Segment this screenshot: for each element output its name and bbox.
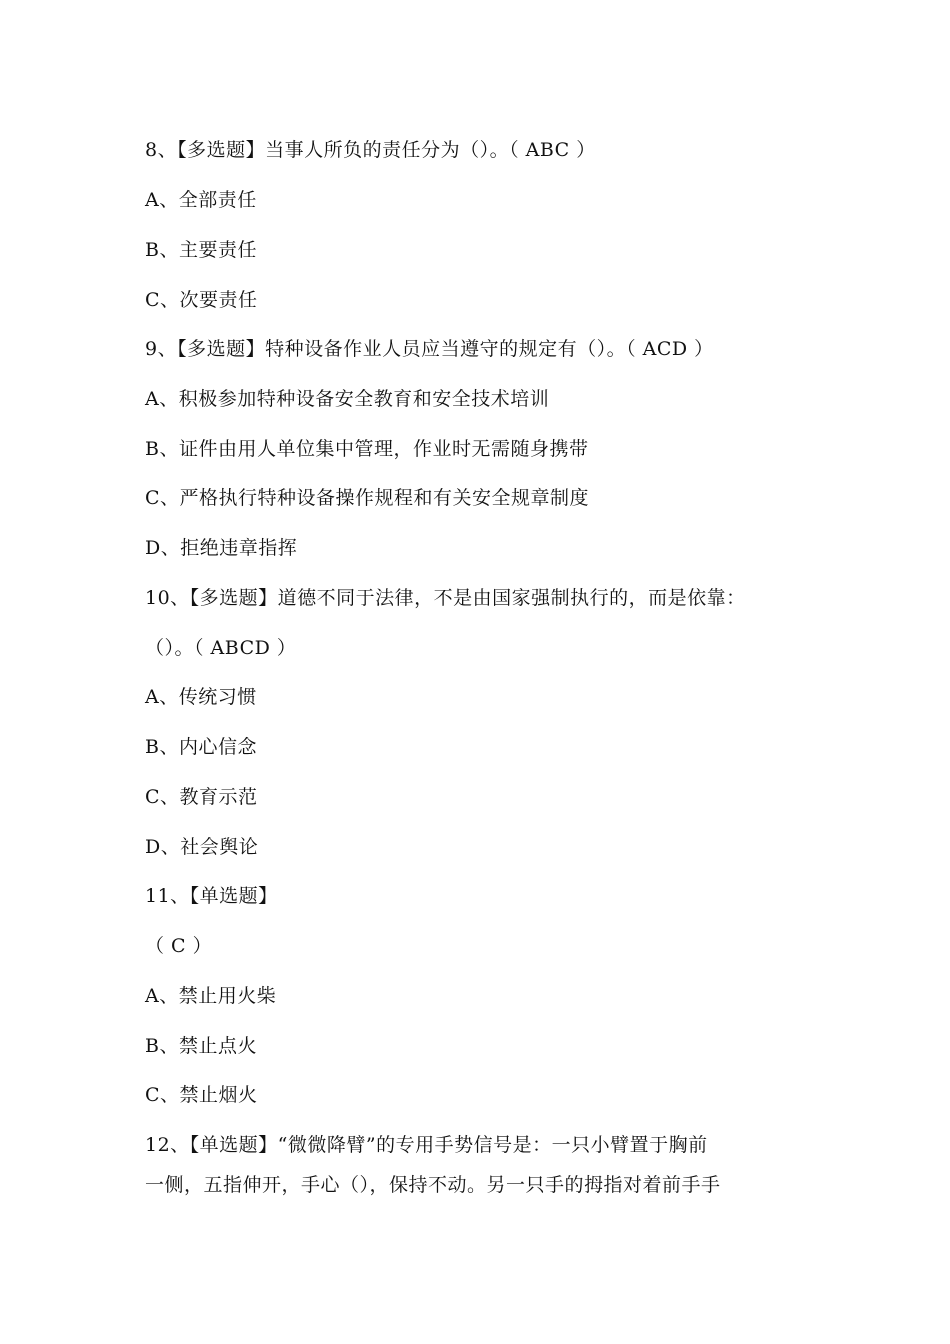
question-9-option-c: C、严格执行特种设备操作规程和有关安全规章制度	[145, 487, 590, 509]
question-12-stem-cont: 一侧，五指伸开，手心（），保持不动。另一只手的拇指对着前手手	[145, 1174, 721, 1196]
question-10-option-a: A、传统习惯	[145, 686, 257, 708]
question-9-option-b: B、证件由用人单位集中管理，作业时无需随身携带	[145, 438, 589, 460]
question-8-stem: 8、【多选题】当事人所负的责任分为（）。（ ABC ）	[145, 139, 596, 161]
question-10-option-c: C、教育示范	[145, 786, 258, 808]
question-11-option-c: C、禁止烟火	[145, 1084, 258, 1106]
question-8-option-a: A、全部责任	[145, 189, 257, 211]
question-11-option-b: B、禁止点火	[145, 1035, 257, 1057]
question-11-option-a: A、禁止用火柴	[145, 985, 277, 1007]
question-9-option-d: D、拒绝违章指挥	[145, 537, 298, 559]
question-11-answer: （ C ）	[145, 935, 213, 957]
question-8-option-b: B、主要责任	[145, 239, 257, 261]
question-9-stem: 9、【多选题】特种设备作业人员应当遵守的规定有（）。（ ACD ）	[145, 338, 714, 360]
question-10-option-d: D、社会舆论	[145, 836, 259, 858]
question-11-stem: 11、【单选题】	[145, 885, 278, 907]
question-10-stem: 10、【多选题】道德不同于法律，不是由国家强制执行的，而是依靠：	[145, 587, 746, 609]
question-9-option-a: A、积极参加特种设备安全教育和安全技术培训	[145, 388, 550, 410]
question-10-option-b: B、内心信念	[145, 736, 257, 758]
question-10-stem-cont: （）。（ ABCD ）	[145, 637, 297, 659]
question-12-stem: 12、【单选题】“微微降臂”的专用手势信号是：一只小臂置于胸前	[145, 1134, 708, 1156]
question-8-option-c: C、次要责任	[145, 289, 258, 311]
